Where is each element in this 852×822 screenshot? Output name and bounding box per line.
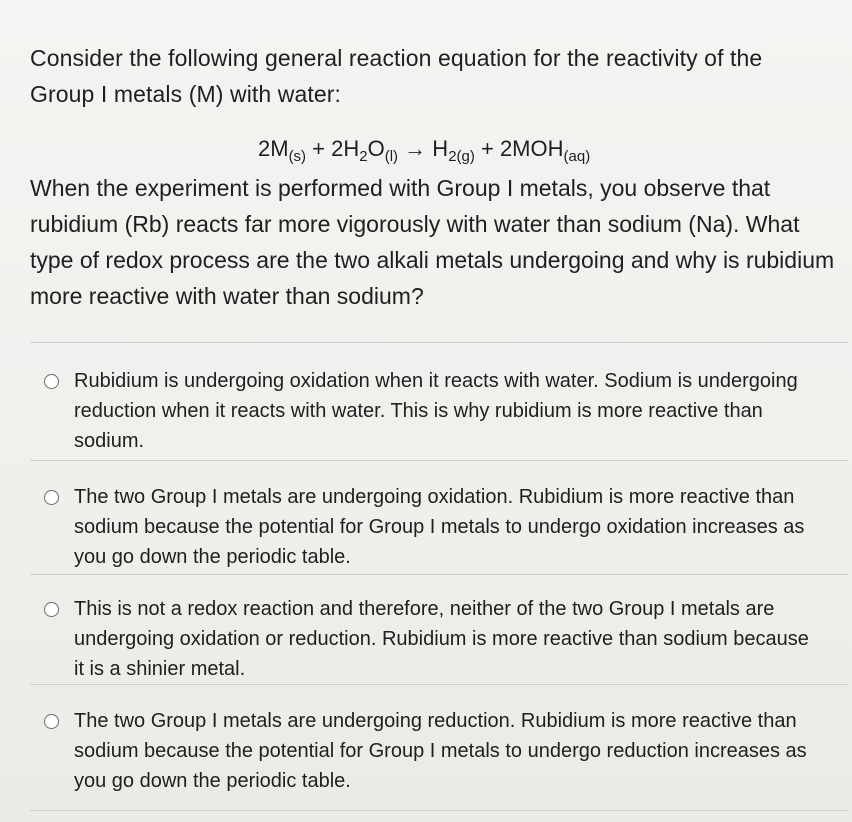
eq-term: 2M [258,136,289,161]
answer-option-2[interactable] [44,482,824,572]
radio-button[interactable] [44,374,59,389]
reaction-arrow: → [398,136,433,161]
answer-option-text: This is not a redox reaction and therefore, neither of the two Group I metals are undergoing oxidation or reduction. Rubidium is more reactive than sodium because it is a shinier metal. [74,598,809,680]
divider [30,810,848,811]
eq-sub: (aq) [563,148,591,165]
eq-sub: (l) [384,148,399,165]
eq-term: O [367,136,385,161]
answer-option-text: The two Group I metals are undergoing reduction. Rubidium is more reactive than sodium because the potential for Group I metals to undergo reduction increases as you go down the periodic table. [74,710,807,792]
eq-sub: 2(g) [448,148,475,165]
question-intro-text: Consider the following general reaction equation for the reactivity of the Group I metals (M) with water: [30,45,763,107]
reaction-equation [258,136,591,165]
answer-option-text: Rubidium is undergoing oxidation when it reacts with water. Sodium is undergoing reduction when it reacts with water. This is why rubidium is more reactive than sodium. [74,370,798,452]
answer-option-text: The two Group I metals are undergoing oxidation. Rubidium is more reactive than sodium because the potential for Group I metals to undergo oxidation increases as you go down the periodic table. [74,486,805,568]
question-body [30,170,840,314]
radio-button[interactable] [44,490,59,505]
eq-sub: (s) [288,148,307,165]
divider [30,460,848,461]
answer-option-1[interactable] [44,366,824,456]
divider [30,574,848,575]
answer-option-3[interactable] [44,594,824,684]
eq-term: + 2MOH [474,136,564,161]
eq-term: + 2H [306,136,360,161]
question-intro [30,40,830,112]
eq-sub: 2 [359,148,368,165]
radio-button[interactable] [44,602,59,617]
question-body-text: When the experiment is performed with Group I metals, you observe that rubidium (Rb) reacts far more vigorously with water than sodium (Na). What type of redox process are the two alkali metals undergoing and why is rubidium more reactive with water than sodium? [30,175,835,309]
answer-option-4[interactable] [44,706,824,796]
divider [30,342,848,343]
divider [30,684,848,685]
eq-term: H [432,136,449,161]
radio-button[interactable] [44,714,59,729]
